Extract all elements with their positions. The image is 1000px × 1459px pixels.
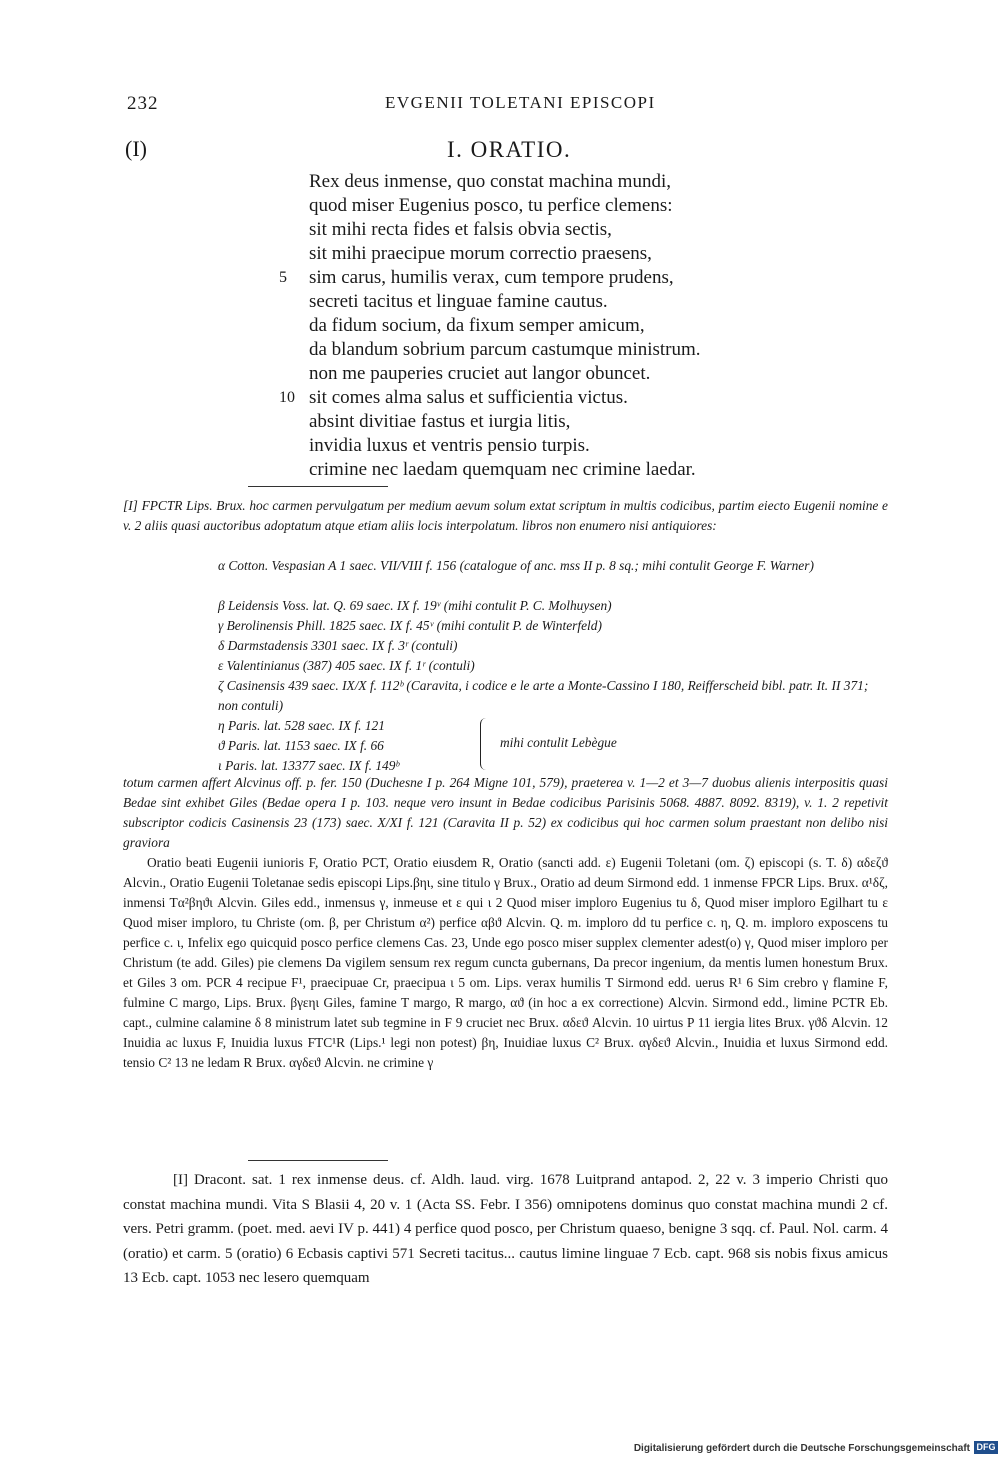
apparatus-intro: [I] FPCTR Lips. Brux. hoc carmen pervulgatum per medium aevum solum extat scriptum in multis codicibus, partim eiecto Eugenii nomine e v. 2 aliis quasi auctoribus adoptatum atque etiam aliis locis interpolatum. libros non enumero nisi antiquiores: (123, 498, 888, 533)
brace-note: mihi contulit Lebègue (500, 735, 617, 750)
running-head: EVGENII TOLETANI EPISCOPI (385, 93, 656, 112)
witness-zeta: ζ Casinensis 439 saec. IX/X f. 112ᵇ (Caravita, i codice e le arte a Monte-Cassino I 180, Reifferscheid bibl. patr. It. II 371; non contuli) (218, 678, 869, 713)
section-marker: (I) (125, 136, 147, 161)
witness-theta: ϑ Paris. lat. 1153 saec. IX f. 66 (218, 738, 384, 753)
apparatus-summary: totum carmen affert Alcvinus off. p. fer. 150 (Duchesne I p. 264 Migne 101, 579), praeterea v. 1—2 et 3—7 duobus alienis interpositis quasi Bedae sint exhibet Giles (Bedae opera I p. 103. neque vero insunt in Bedae codicibus Parisinis 5068. 4887. 8092. 8319), v. 1. 2 repetivit subscriptor codicis Casinensis 23 (173) saec. X/XI f. 121 (Caravita II p. 52) ex codicibus qui hoc carmen solum praestant non delibo nisi graviora (123, 775, 888, 850)
fontes-note: [I] Dracont. sat. 1 rex inmense deus. cf. Aldh. laud. virg. 1678 Luitprand antapod. 2, 22 v. 3 imperio Christi quo constat machina mundi. Vita S Blasii 4, 20 v. 1 (Acta SS. Febr. I 356) omnipotens dominus quo constat machina mundi 2 cf. vers. Petri gramm. (poet. med. aevi IV p. 441) 4 perfice quod posco, per Christum quaeso, benigne 3 sqq. cf. Paul. Nol. carm. 4 (oratio) et carm. 5 (oratio) 6 Ecbasis captivi 571 Secreti tacitus... cautus limine linguae 7 Ecb. capt. 968 sis nobis fixus amicus 13 Ecb. capt. 1053 nec lesero quemquam (123, 1172, 888, 1286)
verse-number: 5 (279, 269, 287, 286)
verse-text: secreti tacitus et linguae famine cautus. (309, 291, 608, 312)
verse-text: sit mihi praecipue morum correctio praesens, (309, 243, 652, 264)
witness-iota: ι Paris. lat. 13377 saec. IX f. 149ᵇ (218, 758, 400, 773)
verse-line (309, 458, 779, 482)
verse-line (309, 242, 779, 266)
witness-brace (480, 718, 491, 770)
witness-eta: η Paris. lat. 528 saec. IX f. 121 (218, 718, 385, 733)
witness-epsilon: ε Valentinianus (387) 405 saec. IX f. 1ʳ (contuli) (218, 658, 475, 673)
witness-beta: β Leidensis Voss. lat. Q. 69 saec. IX f. 19ᵛ (mihi contulit P. C. Molhuysen) (218, 598, 612, 613)
verse-line (309, 434, 779, 458)
witness-gamma: γ Berolinensis Phill. 1825 saec. IX f. 45ᵛ (mihi contulit P. de Winterfeld) (218, 618, 602, 633)
witness-alpha: α Cotton. Vespasian A 1 saec. VII/VIII f. 156 (catalogue of anc. mss II p. 8 sq.; mihi contulit George F. Warner) (218, 558, 814, 573)
verse-line (309, 362, 779, 386)
divider-fontes (248, 1160, 388, 1161)
verse-line (309, 194, 779, 218)
verse-text: invidia luxus et ventris pensio turpis. (309, 435, 590, 456)
verse-line (309, 170, 779, 194)
divider-apparatus (248, 486, 388, 487)
verse-line (309, 410, 779, 434)
page-number: 232 (127, 93, 159, 114)
verse-number: 10 (279, 389, 295, 406)
dfg-logo: DFG (974, 1441, 998, 1454)
verse-text: non me pauperies cruciet aut langor obuncet. (309, 363, 651, 384)
verse-text: da blandum sobrium parcum castumque ministrum. (309, 339, 701, 360)
verse-text: Rex deus inmense, quo constat machina mundi, (309, 171, 671, 192)
apparatus-variants: Oratio beati Eugenii iunioris F, Oratio PCT, Oratio eiusdem R, Oratio (sancti add. ε) Eugenii Toletani (om. ζ) episcopi (s. T. δ) αδεζϑ Alcvin., Oratio Eugenii Toletanae sedis episcopi Lips.βηι, sine titulo γ Brux., Oratio ad deum Sirmond edd. 1 inmense FPCR Lips. Brux. α¹δζ, inmensi Tα²βηϑι Alcvin. Giles edd., inmensus γ, inmeuse et ε qui ι 2 Quod miser imploro Eugenius tu δ, Quod miser imploro Egilhart tu ε Quod miser imploro, tu Christe (om. β, per Christum α²) perfice αβϑ Alcvin. Q. m. imploro dd tu perfice c. η, Q. m. imploro exposcens tu perfice c. ι, Infelix ego quicquid posco perfice clemens Cas. 23, Unde ego posco miser supplex clementer adest(o) γ, Quod miser imploro per Christum (te add. Giles) pie clemens Da vigilem sensum rex regum cuncta gubernans, Da precor ingenium, da mentis lumen honestum Brux. et Giles 3 om. PCR 4 recipue F¹, praecipuae Cr, praecipua ι 5 om. Lips. verax humilis T Sirmond edd. uerus R¹ 6 Sim crebro γ flamine F, fulmine C margo, Lips. Brux. βγεηι Giles, famine T margo, R margo, αϑ (in hoc a ex correctione) Alcvin. Sirmond edd., limine PCTR Eb. capt., culmine calamine δ 8 ministrum latet sub tegmine in F 9 cruciet nec Brux. αδεϑ Alcvin. 10 uirtus P 11 iergia lites Brux. γϑδ Alcvin. 12 Inuidia ac luxus F, Inuidia luxus FTC¹R (Lips.¹ legi non potest) βη, Inuidiae luxus C² Brux. αγδεϑ Alcvin., Inuidia et luxus Sirmond edd. tensio C² 13 ne ledam R Brux. αγδεϑ Alcvin. ne crimine γ (123, 855, 888, 1070)
verse-text: absint divitiae fastus et iurgia litis, (309, 411, 571, 432)
verse-line (279, 386, 779, 410)
witness-delta: δ Darmstadensis 3301 saec. IX f. 3ʳ (contuli) (218, 638, 458, 653)
poem-title: I. ORATIO. (447, 137, 572, 162)
poem-verses (279, 170, 779, 482)
verse-text: sit comes alma salus et sufficientia victus. (309, 387, 628, 408)
verse-text: da fidum socium, da fixum semper amicum, (309, 315, 645, 336)
verse-text: quod miser Eugenius posco, tu perfice clemens: (309, 195, 673, 216)
verse-text: crimine nec laedam quemquam nec crimine laedar. (309, 459, 696, 480)
verse-line (309, 290, 779, 314)
verse-line (309, 218, 779, 242)
digitization-credit: Digitalisierung gefördert durch die Deutsche Forschungsgemeinschaft (633, 1443, 970, 1454)
verse-line (279, 266, 779, 290)
verse-line (309, 314, 779, 338)
verse-text: sit mihi recta fides et falsis obvia sectis, (309, 219, 612, 240)
verse-line (309, 338, 779, 362)
verse-text: sim carus, humilis verax, cum tempore prudens, (309, 267, 674, 288)
